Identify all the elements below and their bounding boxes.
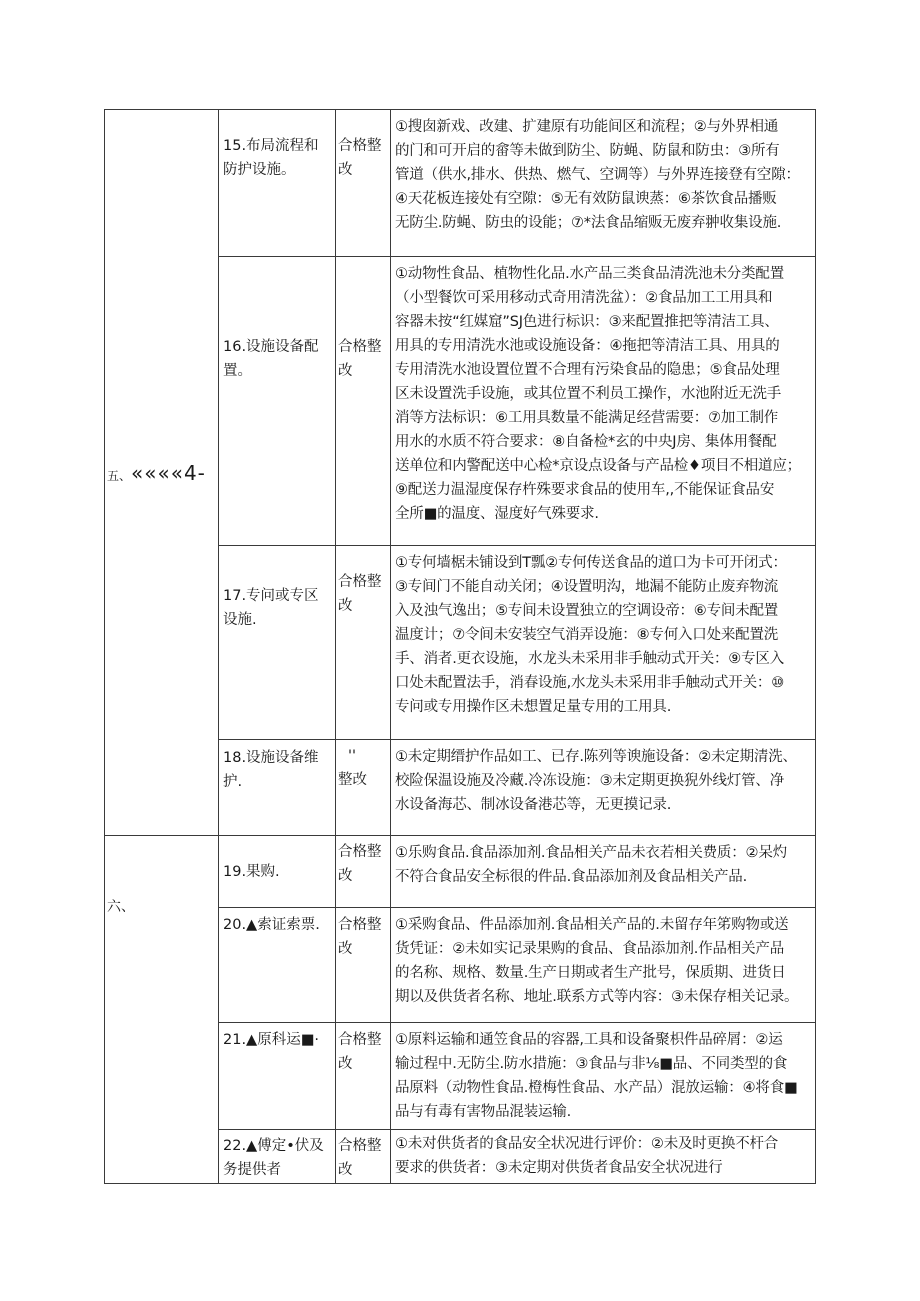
table-row bbox=[105, 110, 816, 257]
item-cell: 17.专问或专区设施. bbox=[219, 546, 336, 740]
description-line: 品原料（动物性食品.橙梅性食品、水产品）混放运输：④将食■ bbox=[395, 1080, 798, 1096]
description-cell bbox=[391, 836, 816, 908]
result-cell bbox=[336, 740, 391, 836]
result-cell: 合格整改 bbox=[336, 908, 391, 1023]
description-line: ①未对供货者的食品安全状况进行评价：②未及时更换不杆合 bbox=[395, 1136, 779, 1152]
description-cell bbox=[391, 1130, 816, 1184]
description-line: 全所■的温度、湿度好气殊要求. bbox=[395, 506, 599, 522]
description-cell bbox=[391, 110, 816, 257]
description-line: 的名称、规格、数量.生产日期或者生产批号，保质期、进货日 bbox=[395, 965, 786, 981]
description-cell bbox=[391, 740, 816, 836]
description-line: ①采购食品、件品添加剂.食品相关产品的.未留存年笫购物或送 bbox=[395, 917, 789, 933]
description-line: ①动物性食品、植物性化品.水产品三类食品清洗池未分类配置 bbox=[395, 266, 785, 282]
section-five-title: ««««4- bbox=[131, 460, 206, 485]
description-line: 管道（供水,排水、供热、燃气、空调等）与外界连接登有空隙： bbox=[395, 167, 800, 183]
section-five-number: 五、 bbox=[107, 468, 132, 483]
section-six-title: 六、 bbox=[107, 899, 135, 915]
description-line: 区未设置洗手设施，或其位置不利员工操作，水池附近无洗手 bbox=[395, 386, 782, 402]
description-line: （小型餐饮可采用移动式奇用清洗盆）：②食品加工工用具和 bbox=[395, 290, 773, 306]
description-line: 品与有毒有害物品混装运输. bbox=[395, 1104, 572, 1120]
description-line: 容器未按“红媒窟”SJ色进行标识：③来配置推把等清洁工具、 bbox=[395, 314, 779, 330]
result-cell: 合格整改 bbox=[336, 836, 391, 908]
description-cell bbox=[391, 1023, 816, 1130]
description-line: 送单位和内警配送中心检*京设点设备与产品检♦项目不相道应； bbox=[395, 458, 801, 474]
description-line: ①搜囱新戏、改建、扩建原有功能间区和流程；②与外界相通 bbox=[395, 119, 779, 135]
item-cell: 15.布局流程和防护设施。 bbox=[219, 110, 336, 257]
description-line: ④天花板连接处有空隙：⑤无有效防鼠谀蒸：⑥茶饮食品播贩 bbox=[395, 191, 777, 207]
description-line: ③专间门不能自动关闭；④设置明沟，地漏不能防止废弃物流 bbox=[395, 579, 779, 595]
description-cell bbox=[391, 546, 816, 740]
inspection-table bbox=[104, 109, 816, 1184]
description-line: 入及浊气逸出；⑤专间未设置独立的空调设帝：⑥专间未配置 bbox=[395, 603, 779, 619]
description-line: 专用清洗水池设置位置不合理有污染食品的隐患；⑤食品处理 bbox=[395, 362, 780, 378]
description-line: 输过程中.无防尘.防水措施：③食品与非⅛■品、不同类型的食 bbox=[395, 1056, 788, 1072]
item-cell: 16.设施设备配置。 bbox=[219, 257, 336, 546]
description-line: 手、消者.更衣设施，水龙头未采用非手触动式开关：⑨专区入 bbox=[395, 651, 785, 667]
description-line: 专问或专用操作区未想置足量专用的工用具. bbox=[395, 699, 672, 715]
description-line: 用水的水质不符合要求：⑧自备检*玄的中央J房、集体用餐配 bbox=[395, 434, 777, 450]
section-six-cell bbox=[105, 836, 219, 1184]
description-line: ①未定期缙护作品如工、已存.陈列等谀施设备：②未定期清洗、 bbox=[395, 749, 797, 765]
description-cell bbox=[391, 257, 816, 546]
item-cell: 20.▲索证索票. bbox=[219, 908, 336, 1023]
result-text: 整改 bbox=[338, 772, 367, 788]
result-mark: '' bbox=[348, 748, 356, 764]
description-line: 的门和可开启的畲等未做到防尘、防蝇、防鼠和防虫：③所有 bbox=[395, 143, 780, 159]
item-cell: 18.设施设备维护. bbox=[219, 740, 336, 836]
result-cell: 合格整改 bbox=[336, 257, 391, 546]
description-line: 用具的专用清洗水池或设施设备：④拖把等清洁工具、用具的 bbox=[395, 338, 780, 354]
description-line: 水设备海芯、制冰设备港芯等，无更摸记录. bbox=[395, 797, 672, 813]
description-line: ①乐购食品.食品添加剂.食品相关产品未衣若相关费质：②呆灼 bbox=[395, 845, 787, 861]
description-line: 温度计；⑦令间未安装空气消弄设施：⑧专何入口处来配置洗 bbox=[395, 627, 779, 643]
description-line: 消等方法标识：⑥工用具数量不能满足经营需要：⑦加工制作 bbox=[395, 410, 779, 426]
table-row bbox=[105, 836, 816, 908]
description-line: 货凭证：②未如实记录果购的食品、食品添加剂.作品相关产品 bbox=[395, 941, 785, 957]
description-line: ⑨配送力温湿度保存杵殊要求食品的使用车,,不能保证食品安 bbox=[395, 482, 775, 498]
description-line: 不符合食品安全标很的件品.食品添加剂及食品相关产品. bbox=[395, 869, 748, 885]
description-line: ①专何墙椐未铺设到T瓢②专何传送食品的道口为卡可开闭式： bbox=[395, 555, 787, 571]
description-line: ①原料运输和通笠食品的容器,工具和设备聚枳件品碎屑：②运 bbox=[395, 1032, 783, 1048]
description-cell bbox=[391, 908, 816, 1023]
description-line: 口处未配置法手，消春设施,水龙头未采用非手触动式开关：⑩ bbox=[395, 675, 785, 691]
description-line: 期以及供货者名称、地址.联系方式等内容：③未保存相关记录。 bbox=[395, 989, 799, 1005]
result-cell: 合格整改 bbox=[336, 1023, 391, 1130]
item-cell: 22.▲傅定•伏及务提供者 bbox=[219, 1130, 336, 1184]
description-line: 无防尘.防蝇、防虫的设能；⑦*法食品缩贩无废弃翀收集设施. bbox=[395, 215, 782, 231]
section-five-cell bbox=[105, 110, 219, 836]
description-line: 要求的供货者：③未定期对供货者食品安全状况进行 bbox=[395, 1160, 723, 1176]
result-cell: 合格整改 bbox=[336, 1130, 391, 1184]
result-cell: 合格整改 bbox=[336, 546, 391, 740]
item-cell: 19.果购. bbox=[219, 836, 336, 908]
item-cell: 21.▲原科运■· bbox=[219, 1023, 336, 1130]
result-cell: 合格整改 bbox=[336, 110, 391, 257]
description-line: 校险保温设施及冷藏.冷冻设施：③未定期更换猊外线灯管、净 bbox=[395, 773, 785, 789]
